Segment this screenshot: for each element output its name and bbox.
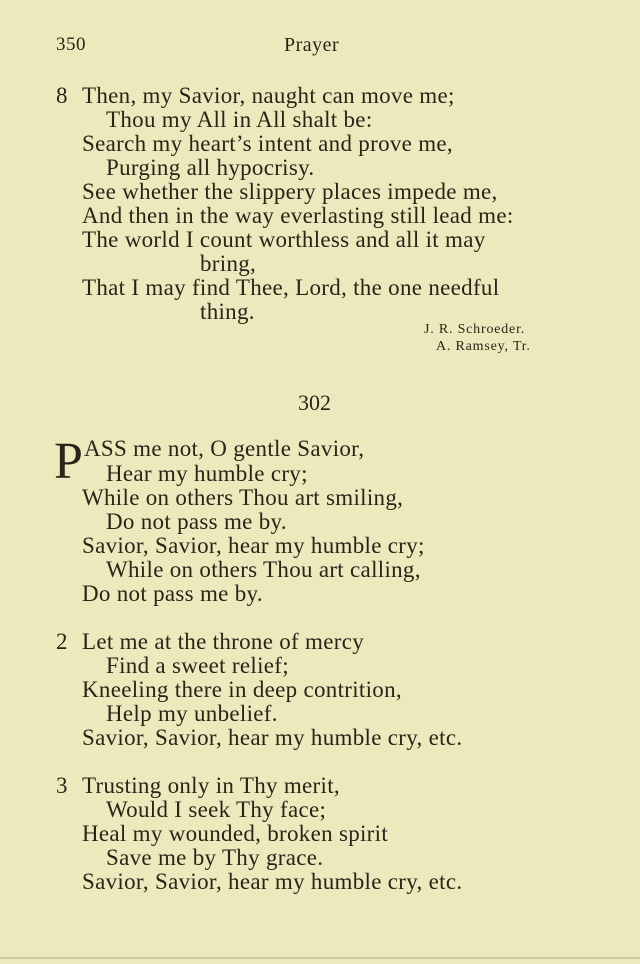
verse-line: Purging all hypocrisy. [106, 155, 315, 180]
page-number: 350 [56, 34, 86, 55]
verse-line: And then in the way everlasting still lead me: [82, 203, 514, 228]
verse-line: Help my unbelief. [106, 701, 278, 726]
verse-line: That I may find Thee, Lord, the one needful [82, 275, 500, 300]
verse-line: Search my heart’s intent and prove me, [82, 131, 453, 156]
verse-line: Then, my Savior, naught can move me; [82, 83, 455, 108]
verse-line: While on others Thou art smiling, [82, 485, 404, 510]
verse-line: Do not pass me by. [82, 581, 263, 606]
verse-line: Savior, Savior, hear my humble cry; [82, 533, 425, 558]
verse-line: Let me at the throne of mercy [82, 629, 365, 654]
verse-line: The world I count worthless and all it may [82, 227, 486, 252]
verse-line: Find a sweet relief; [106, 653, 289, 678]
author-attribution: J. R. Schroeder. [424, 322, 526, 337]
verse-line: Heal my wounded, broken spirit [82, 821, 389, 846]
verse-line: Would I seek Thy face; [106, 797, 327, 822]
verse-line: Kneeling there in deep contrition, [82, 677, 402, 702]
verse-line: See whether the slippery places impede me, [82, 179, 498, 204]
verse-line: Hear my humble cry; [106, 461, 308, 486]
verse-line: Save me by Thy grace. [106, 845, 324, 870]
verse-line: While on others Thou art calling, [106, 557, 421, 582]
verse-line: ASS me not, O gentle Savior, [84, 436, 365, 461]
verse-line: bring, [200, 251, 257, 276]
verse-line: Thou my All in All shalt be: [106, 107, 373, 132]
verse-line: Do not pass me by. [106, 509, 287, 534]
hymn-number: 302 [298, 390, 331, 415]
verse-number: 2 [56, 629, 68, 654]
verse-line: Trusting only in Thy merit, [82, 773, 340, 798]
verse-number: 8 [56, 83, 68, 108]
verse-line: thing. [200, 299, 255, 324]
page-title: Prayer [284, 34, 340, 56]
verse-number: 3 [56, 773, 68, 798]
verse-line: Savior, Savior, hear my humble cry, etc. [82, 869, 463, 894]
page-edge-divider [0, 957, 640, 959]
translator-attribution: A. Ramsey, Tr. [436, 339, 531, 354]
drop-cap: P [54, 433, 83, 490]
verse-line: Savior, Savior, hear my humble cry, etc. [82, 725, 463, 750]
